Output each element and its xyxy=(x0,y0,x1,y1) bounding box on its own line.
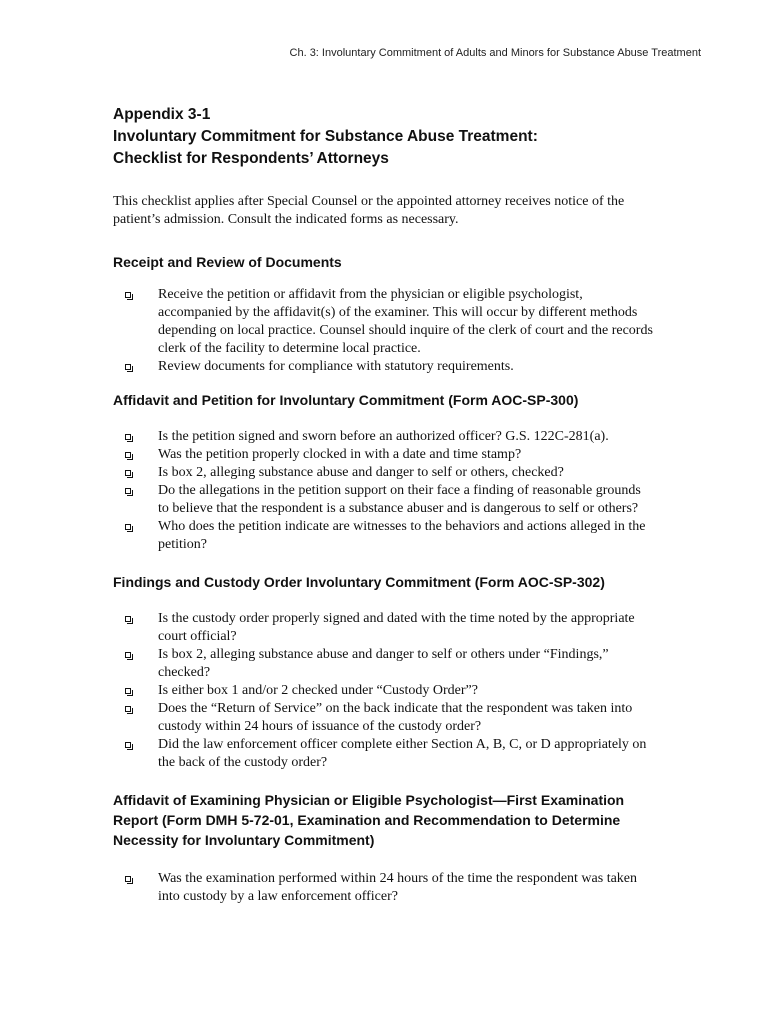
running-header: Ch. 3: Involuntary Commitment of Adults and Minors for Substance Abuse Treatment xyxy=(289,47,701,59)
checklist-item xyxy=(113,286,653,358)
section-heading xyxy=(113,572,653,592)
checkbox-icon[interactable] xyxy=(125,434,131,440)
section-heading xyxy=(113,252,653,272)
section-heading-bold: Affidavit and Petition for Involuntary Commitment xyxy=(113,392,445,408)
section-heading-bold: Findings and Custody Order Involuntary Commitment xyxy=(113,574,471,590)
checkbox-icon[interactable] xyxy=(125,470,131,476)
checklist-item-text: Did the law enforcement officer complete either Section A, B, C, or D appropriately on the back of the custody order? xyxy=(158,737,647,770)
checklist-item-text: Review documents for compliance with statutory requirements. xyxy=(158,359,514,374)
checkbox-icon[interactable] xyxy=(125,616,131,622)
checklist-item xyxy=(113,518,653,554)
section-heading-bold: Receipt and Review of Documents xyxy=(113,254,342,270)
checkbox-icon[interactable] xyxy=(125,688,131,694)
checklist-item-text: Is box 2, alleging substance abuse and danger to self or others under “Findings,” checked? xyxy=(158,647,609,680)
section-custody-order xyxy=(113,572,653,772)
checklist-item xyxy=(113,464,653,482)
intro-paragraph: This checklist applies after Special Counsel or the appointed attorney receives notice of the patient’s admission. Consult the indicated forms as necessary. xyxy=(113,194,625,227)
section-affidavit-petition xyxy=(113,390,653,554)
checkbox-icon[interactable] xyxy=(125,524,131,530)
checklist-item-text: Was the petition properly clocked in with a date and time stamp? xyxy=(158,447,522,462)
checkbox-icon[interactable] xyxy=(125,488,131,494)
checklist-item xyxy=(113,736,653,772)
checklist-item xyxy=(113,428,653,446)
checklist-item-text: Is box 2, alleging substance abuse and danger to self or others, checked? xyxy=(158,465,564,480)
section-receipt-review xyxy=(113,252,653,376)
section-first-examination xyxy=(113,790,653,906)
checklist-item-text: Does the “Return of Service” on the back indicate that the respondent was taken into custody within 24 hours of issuance of the custody order? xyxy=(158,701,633,734)
checklist xyxy=(113,286,653,376)
checklist-item xyxy=(113,482,653,518)
checklist xyxy=(113,428,653,554)
title-line-3: Checklist for Respondents’ Attorneys xyxy=(113,150,389,167)
section-heading-form: (Form DMH 5-72-01, Examination and Recommendation to Determine Necessity for Involuntary Commitment) xyxy=(113,812,621,848)
checkbox-icon[interactable] xyxy=(125,652,131,658)
document-title xyxy=(113,104,653,170)
checkbox-icon[interactable] xyxy=(125,742,131,748)
checkbox-icon[interactable] xyxy=(125,876,131,882)
section-heading-form: (Form AOC-SP-300) xyxy=(444,392,579,408)
checklist-item xyxy=(113,682,653,700)
checklist-item-text: Receive the petition or affidavit from the physician or eligible psychologist, accompanied by the affidavit(s) of the examiner. This will occur by different methods depending on local practice. Counsel should inquire of the clerk of court and the records clerk of the facility to determine local practice. xyxy=(158,287,653,356)
checkbox-icon[interactable] xyxy=(125,292,131,298)
checkbox-icon[interactable] xyxy=(125,706,131,712)
section-heading-form: (Form AOC-SP-302) xyxy=(470,574,605,590)
title-line-2: Involuntary Commitment for Substance Abuse Treatment: xyxy=(113,128,538,145)
checklist-item-text: Do the allegations in the petition support on their face a finding of reasonable grounds to believe that the respondent is a substance abuser and is dangerous to self or others? xyxy=(158,483,641,516)
checklist-item xyxy=(113,700,653,736)
checklist-item-text: Is the petition signed and sworn before an authorized officer? G.S. 122C-281(a). xyxy=(158,429,609,444)
checklist-item-text: Is the custody order properly signed and dated with the time noted by the appropriate court official? xyxy=(158,611,635,644)
document-body xyxy=(113,104,653,906)
checkbox-icon[interactable] xyxy=(125,452,131,458)
checklist-item-text: Who does the petition indicate are witnesses to the behaviors and actions alleged in the petition? xyxy=(158,519,646,552)
section-heading-bold: Affidavit of Examining Physician or Eligible Psychologist—First Examination Report xyxy=(113,792,625,828)
section-heading xyxy=(113,390,653,410)
checklist-item xyxy=(113,358,653,376)
checklist xyxy=(113,610,653,772)
checklist-item xyxy=(113,446,653,464)
checklist-item xyxy=(113,646,653,682)
checklist xyxy=(113,870,653,906)
section-heading xyxy=(113,790,653,850)
title-line-1: Appendix 3-1 xyxy=(113,106,211,123)
checklist-item-text: Was the examination performed within 24 hours of the time the respondent was taken into custody by a law enforcement officer? xyxy=(158,871,638,904)
checklist-item-text: Is either box 1 and/or 2 checked under “Custody Order”? xyxy=(158,683,478,698)
checkbox-icon[interactable] xyxy=(125,364,131,370)
checklist-item xyxy=(113,610,653,646)
checklist-item xyxy=(113,870,653,906)
